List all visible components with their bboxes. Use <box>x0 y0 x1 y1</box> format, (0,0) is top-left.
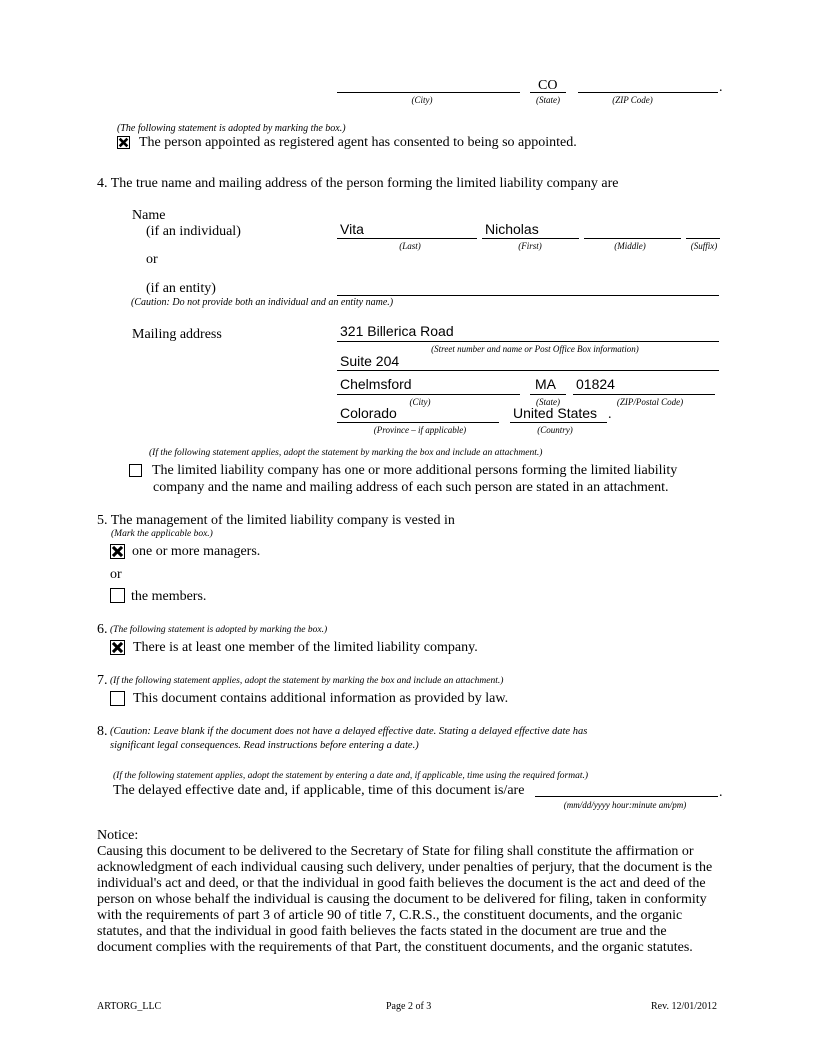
delayed-date-format: (mm/dd/yyyy hour:minute am/pm) <box>563 800 687 810</box>
x-mark-icon <box>111 641 124 654</box>
additional-info-text: This document contains additional information as provided by law. <box>133 691 509 706</box>
notice-line: statutes, and that the individual in good faith believes the facts stated in the document are true and the <box>97 924 667 939</box>
address-postal-line[interactable] <box>573 394 715 395</box>
additional-persons-line-1: The limited liability company has one or more additional persons forming the limited liability <box>152 463 678 478</box>
city-caption: (City) <box>411 95 433 105</box>
members-text: the members. <box>131 589 207 604</box>
first-caption: (First) <box>518 241 542 251</box>
middle-name-line[interactable] <box>584 238 681 239</box>
notice-line: person on whose behalf the individual is causing the document to be delivered for filing, taken in conformity <box>97 892 707 907</box>
footer-form-id: ARTORG_LLC <box>97 1001 162 1012</box>
agent-consent-text: The person appointed as registered agent has consented to being so appointed. <box>139 135 577 150</box>
notice-line: with the requirements of part 3 of article 90 of title 7, C.R.S., the constituent documents, and the organic <box>97 908 683 923</box>
section-5-or: or <box>110 567 122 582</box>
street-caption: (Street number and name or Post Office Box information) <box>431 344 639 354</box>
section-8-instruction: (If the following statement applies, adopt the statement by entering a date and, if applicable, time using the required format.) <box>113 771 589 781</box>
street-line[interactable] <box>337 341 719 342</box>
section-6-number: 6. <box>97 622 108 637</box>
province-caption: (Province – if applicable) <box>373 425 467 435</box>
managers-text: one or more managers. <box>132 544 261 559</box>
if-individual-label: (if an individual) <box>146 224 241 239</box>
entity-name-line[interactable] <box>337 295 719 296</box>
x-mark-icon <box>118 137 129 148</box>
last-caption: (Last) <box>399 241 421 251</box>
address-postal-caption: (ZIP/Postal Code) <box>616 397 684 407</box>
address-state-line[interactable] <box>530 394 566 395</box>
address-city-value[interactable]: Chelmsford <box>340 376 412 392</box>
section-8-caution-2: significant legal consequences. Read instructions before entering a date.) <box>110 740 419 751</box>
additional-persons-checkbox[interactable] <box>129 464 142 477</box>
agent-consent-instruction: (The following statement is adopted by marking the box.) <box>117 123 346 134</box>
notice-line: document complies with the requirements of that Part, the constituent documents, and the organic statutes. <box>97 940 693 955</box>
section-7-instruction: (If the following statement applies, adopt the statement by marking the box and include an attachment.) <box>110 676 504 686</box>
delayed-date-line[interactable] <box>535 796 718 797</box>
state-caption: (State) <box>536 95 560 105</box>
first-name-value[interactable]: Nicholas <box>485 221 539 237</box>
if-entity-label: (if an entity) <box>146 281 216 296</box>
section-7-number: 7. <box>97 673 108 688</box>
address-line2-value[interactable]: Suite 204 <box>340 353 400 369</box>
entity-caution: (Caution: Do not provide both an individual and an entity name.) <box>131 297 394 308</box>
managers-checkbox[interactable] <box>110 544 125 559</box>
x-mark-icon <box>111 545 124 558</box>
section-8-caution-1: (Caution: Leave blank if the document does not have a delayed effective date. Stating a delayed effective date has <box>110 726 588 737</box>
members-checkbox[interactable] <box>110 588 125 603</box>
state-line <box>530 92 566 93</box>
country-period: . <box>608 407 612 422</box>
zip-line[interactable] <box>578 92 718 93</box>
country-value[interactable]: United States <box>513 405 598 421</box>
notice-line: individual's act and deed, or that the individual in good faith believes the document is the act and deed of the <box>97 876 706 891</box>
name-label: Name <box>132 208 166 223</box>
delayed-date-text: The delayed effective date and, if applicable, time of this document is/are <box>113 783 525 798</box>
address-state-caption: (State) <box>536 397 560 407</box>
footer-revision: Rev. 12/01/2012 <box>651 1001 718 1012</box>
notice-line: Causing this document to be delivered to the Secretary of State for filing shall constitute the affirmation or <box>97 844 694 859</box>
province-value[interactable]: Colorado <box>340 405 397 421</box>
suffix-line[interactable] <box>686 238 720 239</box>
address-city-caption: (City) <box>409 397 431 407</box>
delayed-date-period: . <box>719 785 723 800</box>
section-8-number: 8. <box>97 724 108 739</box>
last-name-value[interactable]: Vita <box>340 221 364 237</box>
city-line[interactable] <box>337 92 520 93</box>
notice-line: acknowledgment of each individual causing such delivery, under penalties of perjury, that the document is the <box>97 860 713 875</box>
address-postal-value[interactable]: 01824 <box>576 376 615 392</box>
additional-persons-line-2: company and the name and mailing address of each such person are stated in an attachment. <box>153 480 669 495</box>
middle-caption: (Middle) <box>614 241 646 251</box>
or-label: or <box>146 252 158 267</box>
country-caption: (Country) <box>537 425 573 435</box>
first-name-line[interactable] <box>482 238 579 239</box>
footer-page-number: Page 2 of 3 <box>386 1001 432 1012</box>
additional-info-checkbox[interactable] <box>110 691 125 706</box>
last-name-line[interactable] <box>337 238 477 239</box>
additional-persons-instruction: (If the following statement applies, adopt the statement by marking the box and include an attachment.) <box>149 448 543 458</box>
section-4-heading: 4. The true name and mailing address of the person forming the limited liability company are <box>97 176 619 191</box>
province-line[interactable] <box>337 422 499 423</box>
notice-body <box>97 844 727 956</box>
agent-consent-checkbox[interactable] <box>117 136 130 149</box>
zip-caption: (ZIP Code) <box>612 95 653 105</box>
suffix-caption: (Suffix) <box>690 241 718 251</box>
section-6-instruction: (The following statement is adopted by marking the box.) <box>110 625 328 635</box>
street-value[interactable]: 321 Billerica Road <box>340 323 454 339</box>
section-5-instruction: (Mark the applicable box.) <box>111 529 213 539</box>
section-5-heading: 5. The management of the limited liability company is vested in <box>97 513 455 528</box>
mailing-address-label: Mailing address <box>132 327 222 342</box>
member-statement-text: There is at least one member of the limited liability company. <box>133 640 478 655</box>
state-value[interactable]: CO <box>538 78 558 93</box>
member-statement-checkbox[interactable] <box>110 640 125 655</box>
address-city-line[interactable] <box>337 394 520 395</box>
address-state-value[interactable]: MA <box>535 376 556 392</box>
country-line[interactable] <box>510 422 607 423</box>
zip-period: . <box>719 80 723 95</box>
notice-title: Notice: <box>97 828 139 843</box>
address-line2-line[interactable] <box>337 370 719 371</box>
